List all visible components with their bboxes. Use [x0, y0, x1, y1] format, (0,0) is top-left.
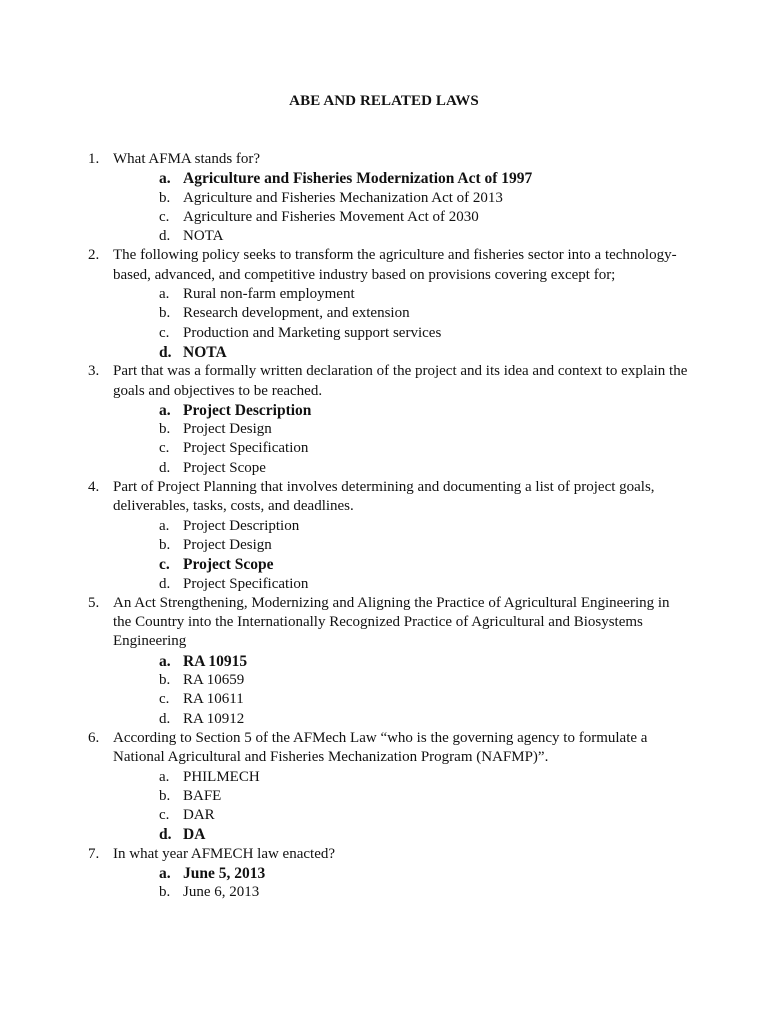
question-item — [88, 845, 688, 903]
answer-options — [113, 517, 688, 594]
answer-options — [113, 652, 688, 729]
answer-option — [113, 710, 688, 729]
document-title: ABE AND RELATED LAWS — [289, 93, 479, 109]
option-text: Agriculture and Fisheries Modernization Act of 1997 — [183, 170, 533, 188]
answer-option — [113, 285, 688, 304]
option-text: Agriculture and Fisheries Movement Act of 2030 — [183, 208, 479, 225]
question-text: Part of Project Planning that involves determining and documenting a list of project goals, deliverables, tasks, costs, and deadlines. — [113, 479, 655, 515]
answer-option-correct — [113, 169, 688, 188]
option-text: Project Scope — [183, 556, 274, 574]
answer-option-correct — [113, 825, 688, 844]
option-letter: c. — [159, 556, 170, 574]
answer-option — [113, 768, 688, 787]
question-item — [88, 362, 688, 478]
answer-option — [113, 227, 688, 246]
option-text: Project Design — [183, 421, 272, 438]
answer-option — [113, 787, 688, 806]
answer-option — [113, 671, 688, 690]
question-text: What AFMA stands for? — [113, 151, 261, 167]
answer-option-correct — [113, 343, 688, 362]
question-number: 1. — [88, 151, 100, 167]
option-letter: a. — [159, 401, 171, 419]
option-text: Rural non-farm employment — [183, 286, 355, 303]
question-item — [88, 150, 688, 246]
question-text: An Act Strengthening, Modernizing and Aligning the Practice of Agricultural Engineering in the Country into the Internationally Recognized Practice of Agricultural and Biosystems Engineering — [113, 594, 670, 650]
answer-option — [113, 575, 688, 594]
answer-option — [113, 517, 688, 536]
question-number: 3. — [88, 363, 100, 380]
option-text: RA 10659 — [183, 672, 245, 689]
question-list — [88, 150, 688, 903]
option-letter: c. — [159, 324, 170, 341]
answer-options — [113, 169, 688, 246]
option-text: DA — [183, 826, 206, 844]
answer-option — [113, 690, 688, 709]
answer-options — [113, 401, 688, 478]
option-letter: a. — [159, 652, 171, 670]
answer-option — [113, 324, 688, 343]
option-text: Project Scope — [183, 459, 266, 476]
option-text: RA 10611 — [183, 691, 244, 708]
answer-option — [113, 304, 688, 323]
question-number: 2. — [88, 247, 100, 264]
option-text: RA 10915 — [183, 652, 248, 670]
question-text: In what year AFMECH law enacted? — [113, 845, 336, 862]
answer-option — [113, 189, 688, 208]
option-letter: d. — [159, 710, 171, 727]
option-letter: a. — [159, 768, 170, 785]
option-letter: c. — [159, 440, 170, 457]
option-text: June 5, 2013 — [183, 864, 266, 882]
option-letter: a. — [159, 864, 171, 882]
option-letter: a. — [159, 517, 170, 534]
option-letter: d. — [159, 343, 172, 361]
question-item — [88, 594, 688, 729]
question-number: 4. — [88, 479, 100, 496]
question-text: Part that was a formally written declaration of the project and its idea and context to explain the goals and objectives to be reached. — [113, 363, 688, 399]
answer-option — [113, 806, 688, 825]
option-letter: c. — [159, 807, 170, 824]
option-letter: c. — [159, 208, 170, 225]
option-letter: b. — [159, 884, 171, 901]
answer-option — [113, 459, 688, 478]
option-text: June 6, 2013 — [183, 884, 260, 901]
question-text: The following policy seeks to transform the agriculture and fisheries sector into a technology-based, advanced, and competitive industry based on provisions covering except for; — [113, 247, 677, 283]
answer-option-correct — [113, 401, 688, 420]
option-letter: d. — [159, 575, 171, 592]
option-letter: d. — [159, 826, 172, 844]
answer-options — [113, 864, 688, 903]
option-text: Project Description — [183, 517, 300, 534]
question-text: According to Section 5 of the AFMech Law “who is the governing agency to formulate a National Agricultural and Fisheries Mechanization Program (NAFMP)”. — [113, 729, 648, 766]
option-text: Project Specification — [183, 440, 309, 457]
question-number: 7. — [88, 845, 100, 862]
option-letter: a. — [159, 286, 170, 303]
option-text: Research development, and extension — [183, 305, 410, 322]
option-text: Project Specification — [183, 575, 309, 592]
option-letter: b. — [159, 305, 171, 322]
option-letter: d. — [159, 459, 171, 476]
option-letter: c. — [159, 691, 170, 708]
question-number: 6. — [88, 729, 100, 746]
answer-options — [113, 285, 688, 362]
answer-option — [113, 420, 688, 439]
option-text: PHILMECH — [183, 768, 260, 785]
answer-options — [113, 768, 688, 845]
answer-option — [113, 536, 688, 555]
question-item — [88, 478, 688, 594]
option-text: RA 10912 — [183, 710, 245, 727]
option-letter: d. — [159, 228, 171, 245]
option-text: Agriculture and Fisheries Mechanization Act of 2013 — [183, 189, 503, 206]
option-letter: b. — [159, 787, 171, 804]
option-text: Project Description — [183, 401, 312, 419]
option-letter: a. — [159, 170, 171, 188]
option-text: NOTA — [183, 228, 224, 245]
answer-option-correct — [113, 652, 688, 671]
question-number: 5. — [88, 594, 100, 611]
option-text: Project Design — [183, 536, 272, 553]
option-text: DAR — [183, 807, 215, 824]
option-letter: b. — [159, 672, 171, 689]
answer-option — [113, 208, 688, 227]
answer-option — [113, 883, 688, 902]
option-text: Production and Marketing support services — [183, 324, 442, 341]
question-item — [88, 246, 688, 362]
option-text: BAFE — [183, 787, 222, 804]
answer-option-correct — [113, 555, 688, 574]
option-letter: b. — [159, 421, 171, 438]
answer-option — [113, 439, 688, 458]
option-letter: b. — [159, 189, 171, 206]
answer-option-correct — [113, 864, 688, 883]
option-letter: b. — [159, 536, 171, 553]
question-item — [88, 729, 688, 845]
option-text: NOTA — [183, 343, 227, 361]
